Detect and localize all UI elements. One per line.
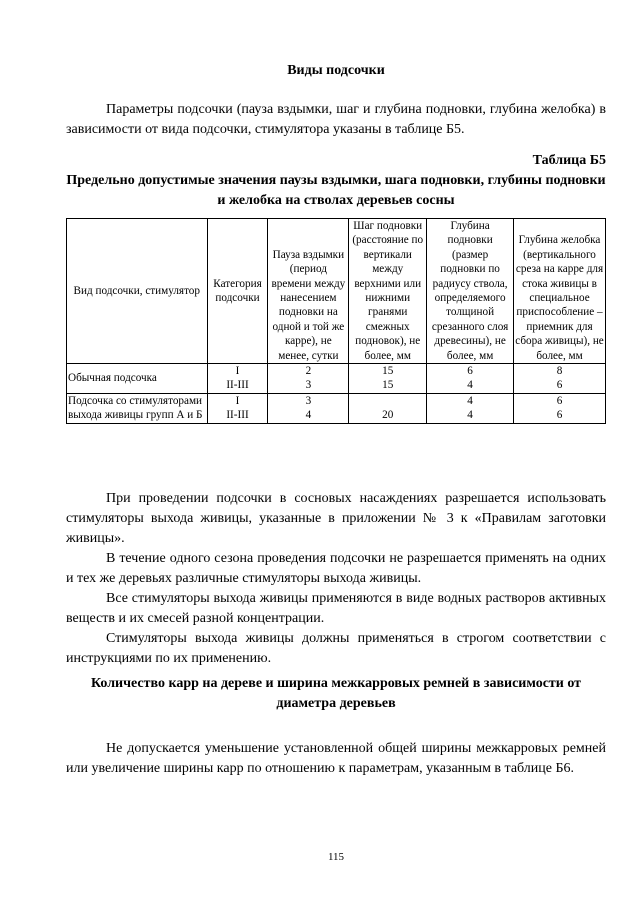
row-type-cell: Обычная подсочка [67, 364, 208, 394]
table-row [67, 393, 606, 423]
category-cell: I II-III [207, 393, 268, 423]
depth-cell: 4 4 [427, 393, 514, 423]
body-paragraph: В течение одного сезона проведения подсочки не разрешается применять на одних и тех же деревьях различные стимуляторы выхода живицы. [66, 551, 606, 586]
category-cell: I II-III [207, 364, 268, 394]
groove-cell: 8 6 [514, 364, 606, 394]
page-number: 115 [327, 851, 345, 863]
section-title-types: Виды подсочки [287, 63, 385, 78]
step-cell: 15 15 [349, 364, 427, 394]
depth-cell: 6 4 [427, 364, 514, 394]
header-cell: Категория подсочки [207, 219, 268, 364]
table-title: Предельно допустимые значения паузы вздымки, шага подновки, глубины подновки и желобка на стволах деревьев сосны [66, 173, 606, 208]
section-intro-paragraph: Параметры подсочки (пауза вздымки, шаг и глубина подновки, глубина желобка) в зависимости от вида подсочки, стимулятора указаны в таблице Б5. [66, 102, 606, 137]
header-cell: Вид подсочки, стимулятор [67, 219, 208, 364]
header-cell: Глубина подновки (размер подновки по радиусу ствола, определяемого толщиной срезанного слоя древесины), не более, мм [427, 219, 514, 364]
pause-cell: 3 4 [268, 393, 349, 423]
header-cell: Пауза вздымки (период времени между нанесением подновки на одной и той же карре), не менее, сутки [268, 219, 349, 364]
header-cell: Шаг подновки (расстояние по вертикали между верхними или нижними гранями смежных подновок), не более, мм [349, 219, 427, 364]
table-row [67, 364, 606, 394]
step-cell: 20 [349, 393, 427, 423]
body-paragraph: Стимуляторы выхода живицы должны применяться в строгом соответствии с инструкциями по их применению. [66, 631, 606, 666]
pause-cell: 2 3 [268, 364, 349, 394]
section-carr-paragraph: Не допускается уменьшение установленной общей ширины межкарровых ремней или увеличение ширины карр по отношению к параметрам, указанным в таблице Б6. [66, 741, 606, 776]
table-header-row [67, 219, 606, 364]
parameters-table [66, 218, 606, 424]
header-cell: Глубина желобка (вертикального среза на карре для стока живицы в специальное приспособление – приемник для сбора живицы), не более, мм [514, 219, 606, 364]
body-paragraphs [66, 489, 606, 669]
body-paragraph: При проведении подсочки в сосновых насаждениях разрешается использовать стимуляторы выхода живицы, указанные в приложении № 3 к «Правилам заготовки живицы». [66, 491, 606, 546]
section-title-carr-count: Количество карр на дереве и ширина межкарровых ремней в зависимости от диаметра деревьев [90, 676, 582, 711]
body-paragraph: Все стимуляторы выхода живицы применяются в виде водных растворов активных веществ и их смесей разной концентрации. [66, 591, 606, 626]
groove-cell: 6 6 [514, 393, 606, 423]
row-type-cell: Подсочка со стимуляторами выхода живицы групп А и Б [67, 393, 208, 423]
table-label: Таблица Б5 [532, 153, 606, 168]
